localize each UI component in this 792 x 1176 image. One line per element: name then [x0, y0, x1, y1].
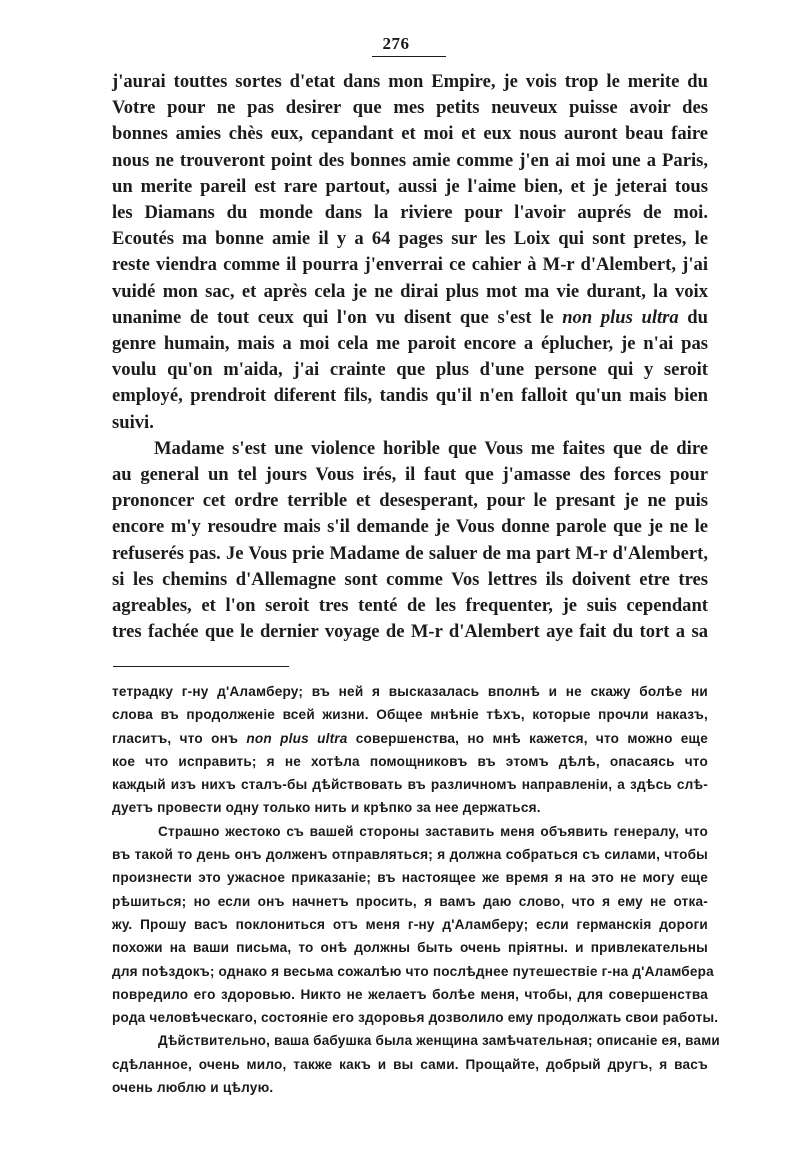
main-text: [112, 69, 708, 645]
main-line: Votre pour ne pas desirer que mes petits neuveux puisse avoir des: [112, 97, 708, 119]
italic-phrase: non plus ultra: [562, 306, 679, 328]
footnote-line: Страшно жестоко съ вашей стороны заставить меня объявить генералу, что: [158, 823, 708, 839]
footnote-line: каждый изъ нихъ сталъ-бы дѣйствовать въ различномъ направленіи, а здѣсь слѣ-: [112, 777, 708, 793]
footnote-line: гласитъ, что онъ non plus ultra совершенства, но мнѣ кажется, что можно еще: [112, 730, 708, 746]
footnote-line: произнести это ужасное приказаніе; въ настоящее же время я на это не могу еще: [112, 870, 708, 886]
main-line: j'aurai touttes sortes d'etat dans mon Empire, je vois trop le merite du: [112, 71, 708, 92]
footnote-line: жу. Прошу васъ поклониться отъ меня г-ну д'Аламберу; если германскія дороги: [112, 916, 708, 932]
footnote-line: кое что исправить; я не хотѣла помощниковъ въ этомъ дѣлѣ, опасаясь что: [112, 753, 708, 769]
main-line: employé, prendroit diferent fils, tandis qu'il n'en falloit qu'un mais bien: [112, 385, 708, 407]
main-line: un merite pareil est rare partout, aussi je l'aime bien, et je jeterai tous: [112, 175, 708, 197]
footnote-line: въ такой то день онъ долженъ отправляться; я должна собраться съ силами, чтобы: [112, 847, 708, 863]
footnote-line: тетрадку г-ну д'Аламберу; въ ней я высказалась вполнѣ и не скажу болѣе ни: [112, 684, 708, 699]
main-line: agreables, et l'on seroit tres tenté de les frequenter, je suis cependant: [112, 595, 708, 617]
footnote-line: сдѣланное, очень мило, также какъ и вы сами. Прощайте, добрый другъ, я васъ: [112, 1056, 708, 1072]
main-line: suivi.: [112, 411, 154, 433]
page-number: 276: [382, 34, 410, 53]
main-line: prononcer cet ordre terrible et desesperant, pour le presant je ne puis: [112, 490, 708, 512]
main-line: genre humain, mais a moi cela me paroit encore a éplucher, je n'ai pas: [112, 333, 708, 355]
page-number-rule: [372, 56, 446, 57]
footnote-line: рода человѣческаго, состояніе его здоровья дозволило ему продолжать свои работы.: [112, 1010, 719, 1026]
main-line: bonnes amies chès eux, cepandant et moi et eux nous auront beau faire: [112, 123, 708, 145]
main-line: tres fachée que le dernier voyage de M-r d'Alembert aye fait du tort a sa: [112, 621, 708, 643]
footnote-separator: [113, 666, 289, 667]
main-line: les Diamans du monde dans la riviere pour l'avoir auprés de moi.: [112, 202, 708, 224]
main-line: vuidé mon sac, et après cela je ne dirai plus mot ma vie durant, la voix: [112, 280, 708, 302]
main-line: reste viendra comme il pourra j'enverrai ce cahier à M-r d'Alembert, j'ai: [112, 254, 708, 276]
footnote-line: очень люблю и цѣлую.: [112, 1080, 274, 1096]
main-line: nous ne trouveront point des bonnes amie comme j'en ai moi une a Paris,: [112, 149, 708, 171]
footnote-line: дуетъ провести одну только нить и крѣпко за нее держаться.: [112, 800, 541, 816]
main-line: si les chemins d'Allemagne sont comme Vos lettres ils doivent etre tres: [112, 568, 708, 590]
footnote-line: Дѣйствительно, ваша бабушка была женщина замѣчательная; описаніе ея, вами: [158, 1033, 720, 1049]
main-line: encore m'y resoudre mais s'il demande je Vous donne parole que je ne le: [112, 516, 708, 538]
footnote-translation: [112, 680, 720, 1099]
footnote-line: для поѣздокъ; однако я весьма сожалѣю что послѣднее путешествіе г-на д'Аламбера: [112, 963, 714, 979]
footnote-line: похожи на ваши письма, то онѣ должны быть очень пріятны. и привлекательны: [112, 940, 708, 956]
footnote-line: рѣшиться; но если онъ начнетъ просить, я вамъ даю слово, что я ему не отка-: [112, 893, 708, 909]
italic-phrase: non plus ultra: [246, 730, 348, 746]
main-line: unanime de tout ceux qui l'on vu disent que s'est le non plus ultra du: [112, 306, 708, 328]
main-line: refuserés pas. Je Vous prie Madame de saluer de ma part M-r d'Alembert,: [112, 542, 708, 564]
main-line: au general un tel jours Vous irés, il faut que j'amasse des forces pour: [112, 464, 708, 486]
main-line: Madame s'est une violence horible que Vous me faites que de dire: [154, 437, 708, 459]
footnote-line: слова въ продолженіе всей жизни. Общее мнѣніе тѣхъ, которые прочли наказъ,: [112, 707, 708, 723]
main-line: voulu qu'on m'aida, j'ai crainte que plus d'une persone qui y seroit: [112, 359, 708, 381]
main-line: Ecoutés ma bonne amie il y a 64 pages sur les Loix qui sont pretes, le: [112, 228, 708, 250]
footnote-line: повредило его здоровью. Никто не желаетъ болѣе меня, чтобы, для совершенства: [112, 986, 708, 1002]
